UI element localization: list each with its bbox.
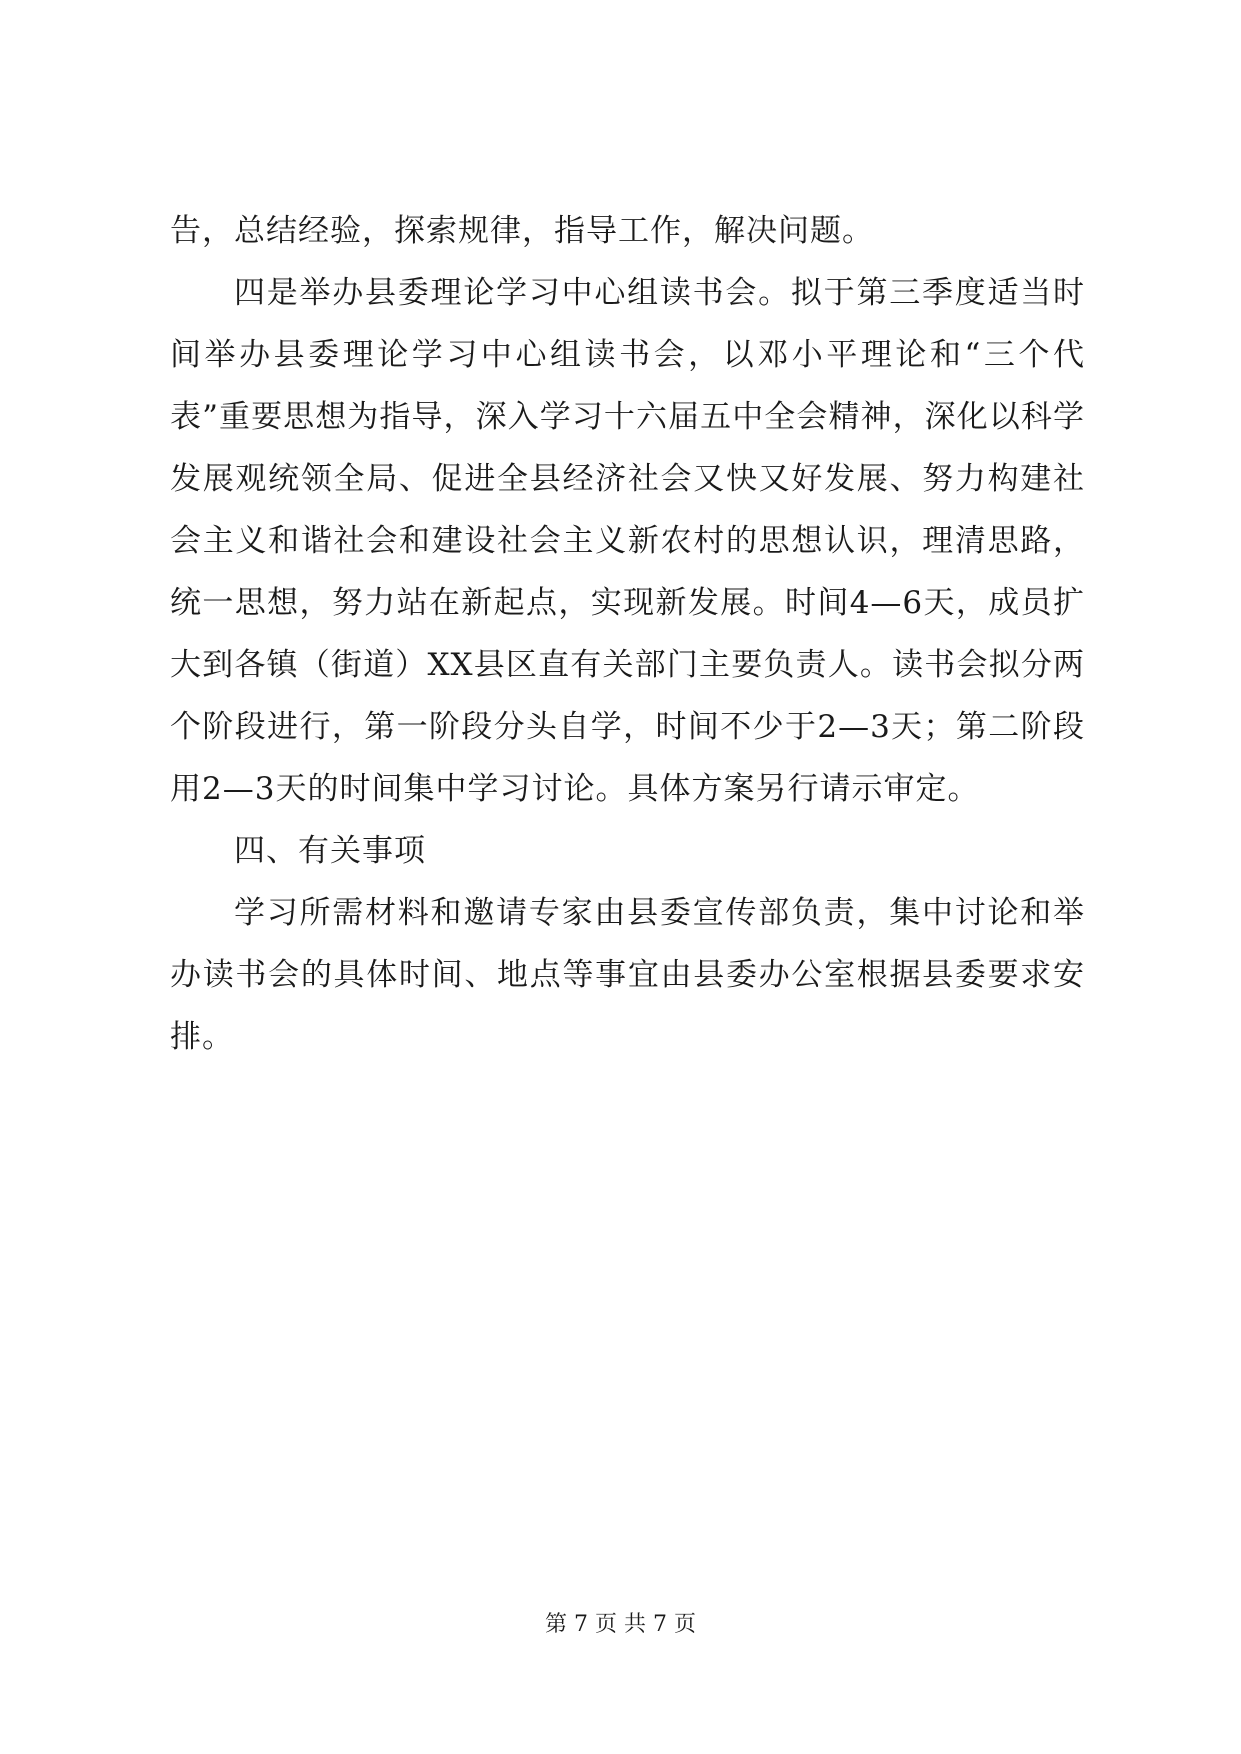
paragraph-reading-session: 四是举办县委理论学习中心组读书会。拟于第三季度适当时间举办县委理论学习中心组读书会，以邓小平理论和“三个代表”重要思想为指导，深入学习十六届五中全会精神，深化以科学发展观统领全局、促进全县经济社会又快又好发展、努力构建社会主义和谐社会和建设社会主义新农村的思想认识，理清思路，统一思想，努力站在新起点，实现新发展。时间4—6天，成员扩大到各镇（街道）XX县区直有关部门主要负责人。读书会拟分两个阶段进行，第一阶段分头自学，时间不少于2—3天；第二阶段用2—3天的时间集中学习讨论。具体方案另行请示审定。 <box>170 275 1085 807</box>
page-footer: 第 7 页 共 7 页 <box>545 1612 696 1637</box>
document-body <box>170 200 1085 1068</box>
paragraph-continuation: 告，总结经验，探索规律，指导工作，解决问题。 <box>170 213 874 249</box>
section-heading-related-matters: 四、有关事项 <box>234 833 426 869</box>
paragraph-arrangements: 学习所需材料和邀请专家由县委宣传部负责，集中讨论和举办读书会的具体时间、地点等事宜由县委办公室根据县委要求安排。 <box>170 895 1085 1055</box>
